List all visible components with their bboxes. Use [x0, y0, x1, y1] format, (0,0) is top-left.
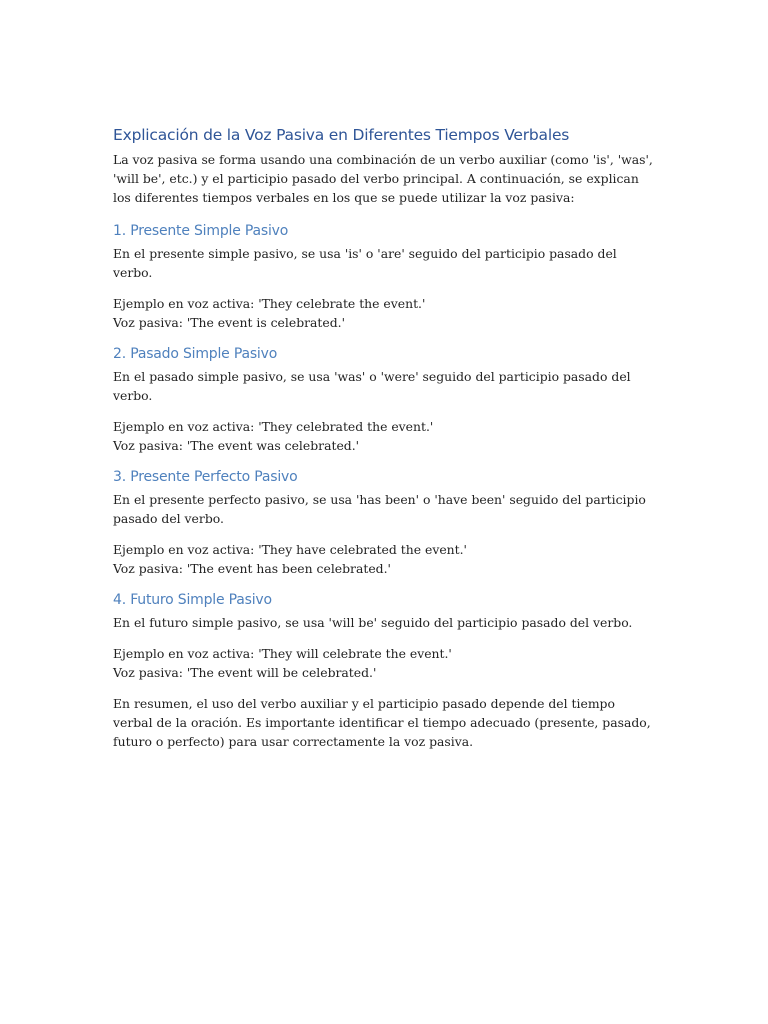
section-explanation: En el presente simple pasivo, se usa 'is' o 'are' seguido del participio pasado del verbo. — [113, 246, 617, 280]
section-presente-simple — [113, 221, 658, 332]
example-block — [113, 644, 658, 682]
section-explanation: En el futuro simple pasivo, se usa 'will be' seguido del participio pasado del verbo. — [113, 615, 633, 630]
section-presente-perfecto — [113, 467, 658, 578]
active-voice-example: Ejemplo en voz activa: 'They celebrate the event.' — [113, 296, 426, 311]
example-block — [113, 417, 658, 455]
conclusion-paragraph: En resumen, el uso del verbo auxiliar y el participio pasado depende del tiempo verbal de la oración. Es importante identificar el tiempo adecuado (presente, pasado, futuro o perfecto) para usar correctamente la voz pasiva. — [113, 696, 651, 749]
example-block — [113, 540, 658, 578]
document-content — [113, 124, 658, 763]
intro-paragraph: La voz pasiva se forma usando una combinación de un verbo auxiliar (como 'is', 'was', 'will be', etc.) y el participio pasado del verbo principal. A continuación, se explican los diferentes tiempos verbales en los que se puede utilizar la voz pasiva: — [113, 152, 653, 205]
passive-voice-example: Voz pasiva: 'The event was celebrated.' — [113, 438, 360, 453]
example-block — [113, 294, 658, 332]
section-heading: 2. Pasado Simple Pasivo — [113, 346, 278, 362]
active-voice-example: Ejemplo en voz activa: 'They have celebrated the event.' — [113, 542, 467, 557]
document-title: Explicación de la Voz Pasiva en Diferentes Tiempos Verbales — [113, 126, 570, 144]
section-explanation: En el pasado simple pasivo, se usa 'was' o 'were' seguido del participio pasado del verbo. — [113, 369, 631, 403]
passive-voice-example: Voz pasiva: 'The event will be celebrated.' — [113, 665, 377, 680]
active-voice-example: Ejemplo en voz activa: 'They will celebrate the event.' — [113, 646, 452, 661]
passive-voice-example: Voz pasiva: 'The event has been celebrated.' — [113, 561, 391, 576]
passive-voice-example: Voz pasiva: 'The event is celebrated.' — [113, 315, 346, 330]
section-futuro-simple — [113, 590, 658, 682]
section-pasado-simple — [113, 344, 658, 455]
active-voice-example: Ejemplo en voz activa: 'They celebrated the event.' — [113, 419, 434, 434]
section-heading: 1. Presente Simple Pasivo — [113, 223, 289, 239]
section-heading: 4. Futuro Simple Pasivo — [113, 592, 272, 608]
section-heading: 3. Presente Perfecto Pasivo — [113, 469, 298, 485]
section-explanation: En el presente perfecto pasivo, se usa 'has been' o 'have been' seguido del participio pasado del verbo. — [113, 492, 646, 526]
